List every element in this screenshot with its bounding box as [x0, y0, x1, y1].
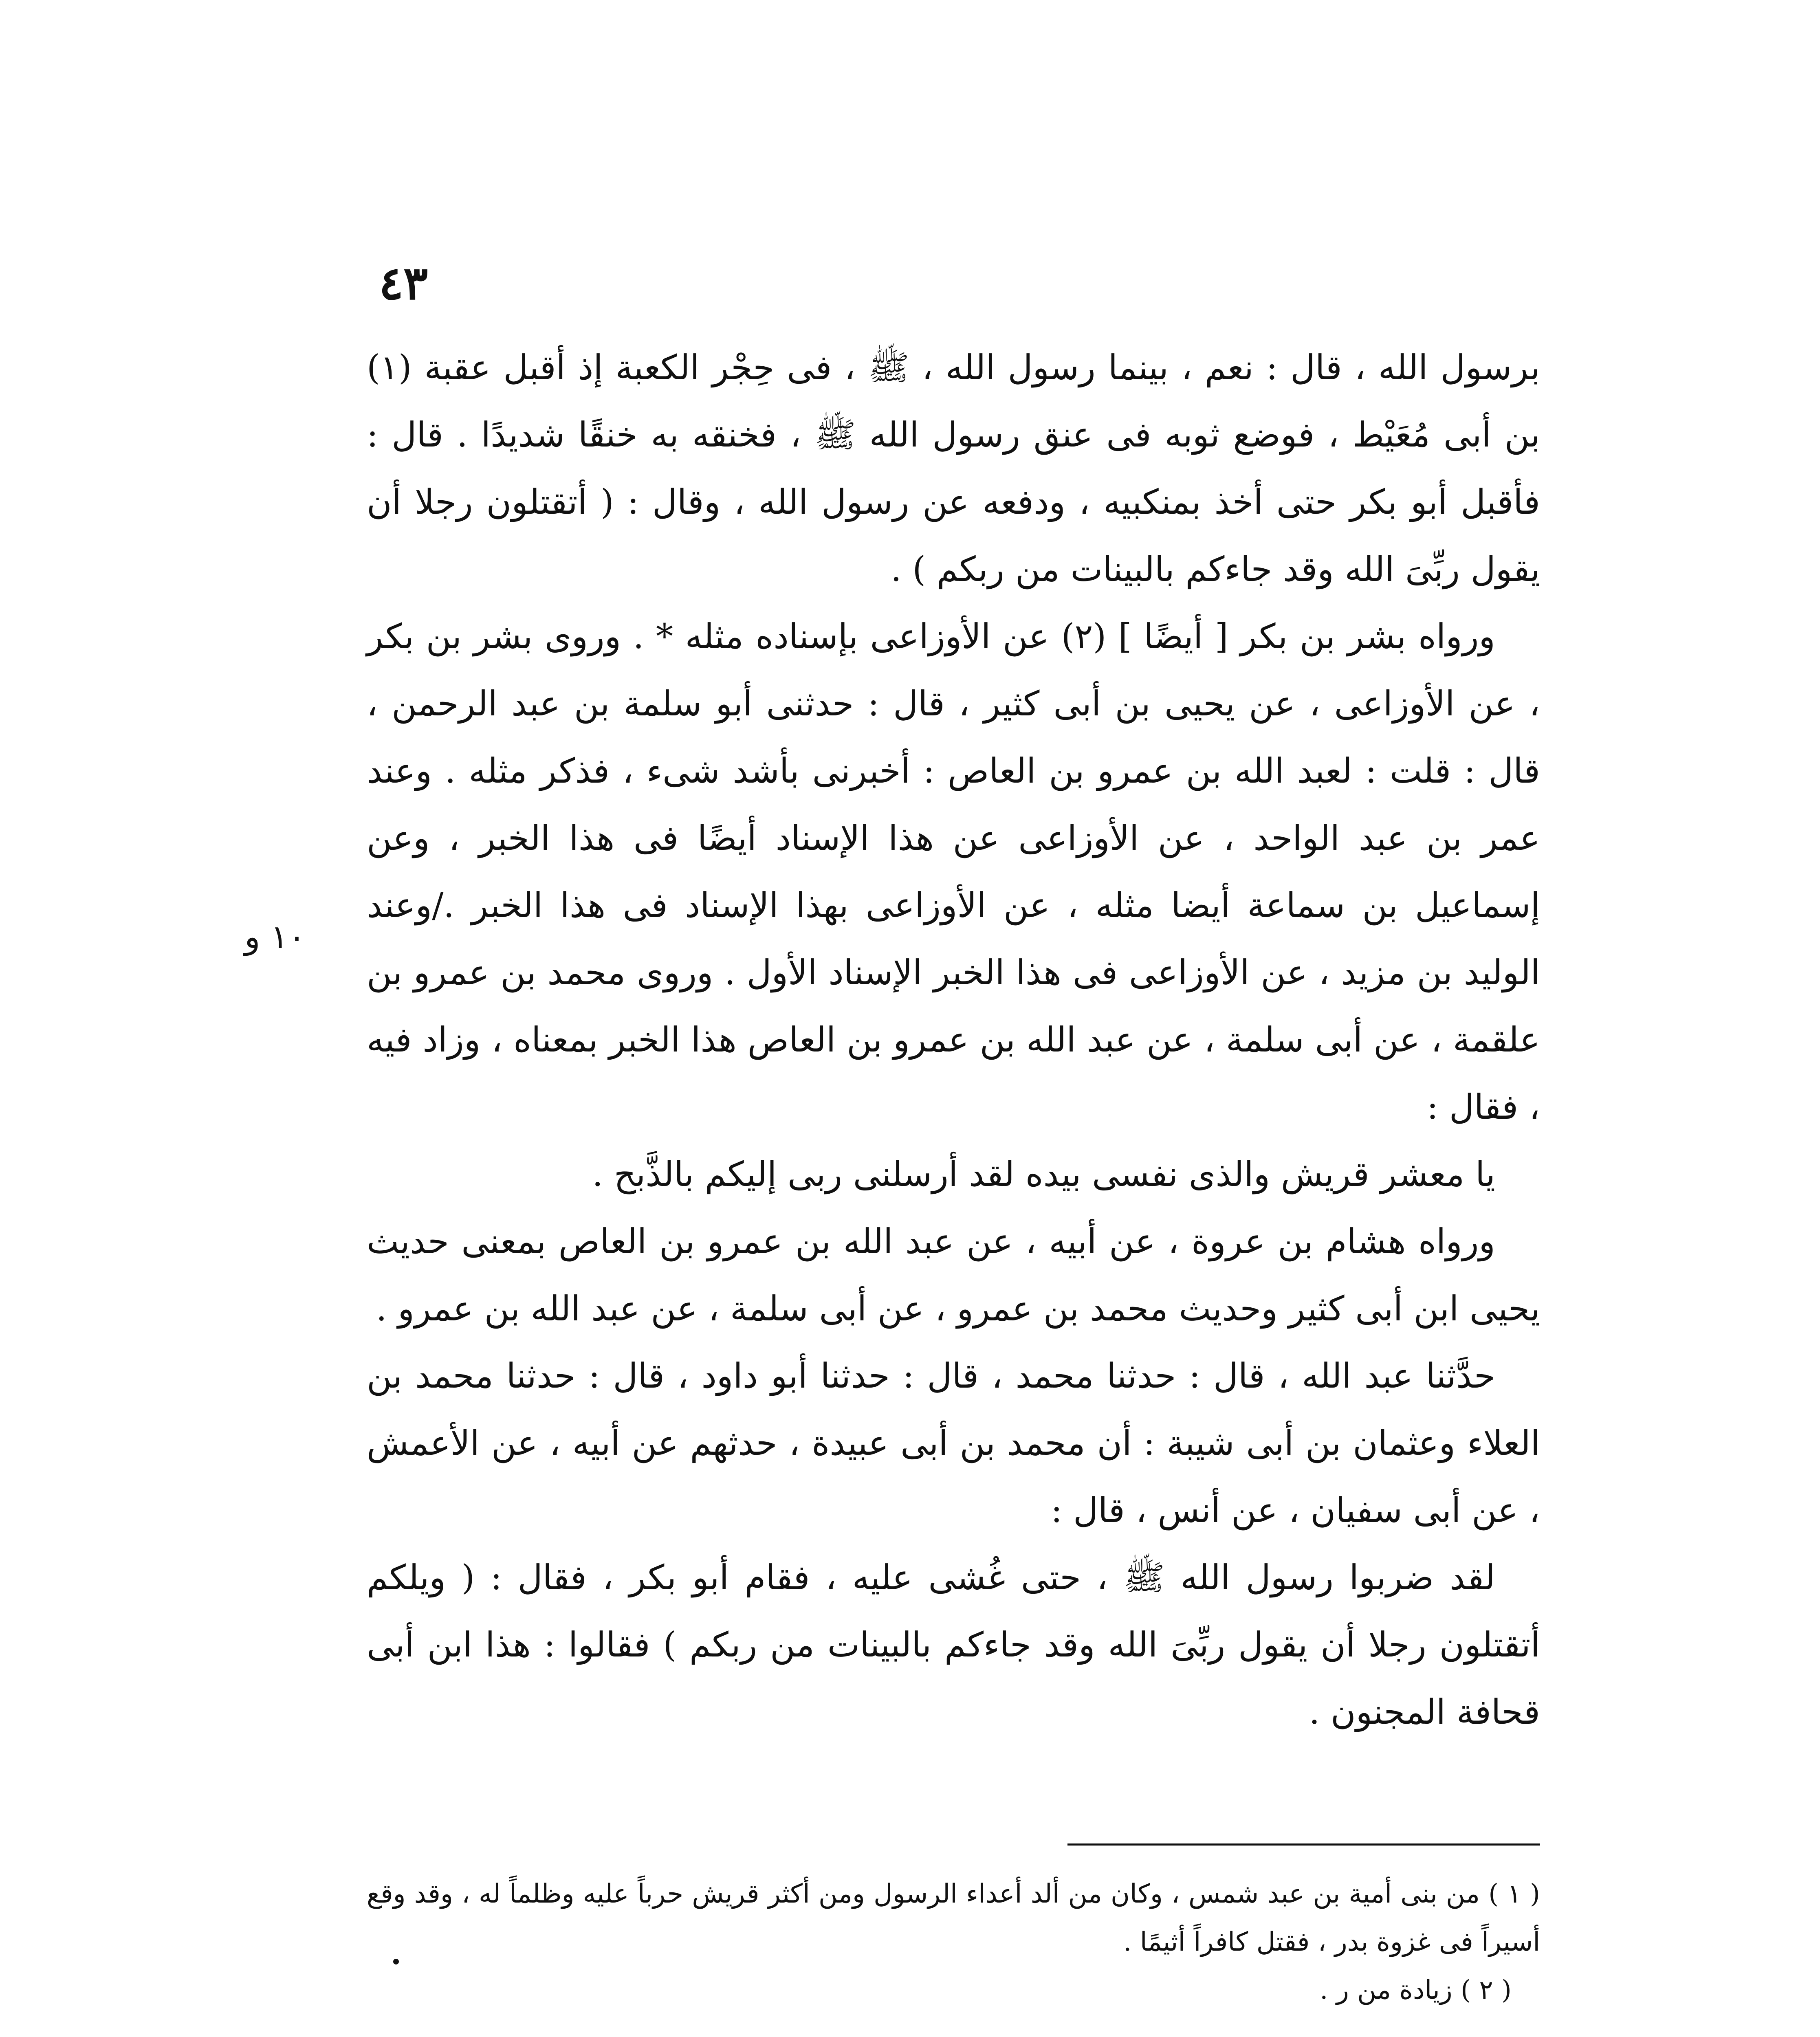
footnote-divider [1067, 1843, 1540, 1846]
footnote-2: ( ٢ ) زيادة من ر . [1320, 1975, 1512, 2005]
paragraph-3: يا معشر قريش والذى نفسى بيده لقد أرسلنى ربى إليكم بالذَّبح . [592, 1154, 1495, 1194]
margin-folio-note: ١٠ و [244, 918, 306, 956]
page-number: ٤٣ [379, 257, 428, 310]
paragraph-1: برسول الله ، قال : نعم ، بينما رسول الله ، ﷺ ، فى حِجْر الكعبة إذ أقبل عقبة (١) بن أبى مُعَيْط ، فوضع ثوبه فى عنق رسول الله ﷺ ، فخنقه به خنقًا شديدًا . قال : فأقبل أبو بكر حتى أخذ بمنكبيه ، ودفعه عن رسول الله ، وقال : ( أتقتلون رجلا أن يقول ربِّىَ الله وقد جاءكم بالبينات من ربكم ) . [367, 348, 1540, 589]
main-text [367, 334, 1540, 1746]
paragraph-4: ورواه هشام بن عروة ، عن أبيه ، عن عبد الله بن عمرو بن العاص بمعنى حديث يحيى ابن أبى كثير وحديث محمد بن عمرو ، عن أبى سلمة ، عن عبد الله بن عمرو . [367, 1221, 1540, 1329]
paragraph-5: حدَّثنا عبد الله ، قال : حدثنا محمد ، قال : حدثنا أبو داود ، قال : حدثنا محمد بن العلاء وعثمان بن أبى شيبة : أن محمد بن أبى عبيدة ، حدثهم عن أبيه ، عن الأعمش ، عن أبى سفيان ، عن أنس ، قال : [367, 1356, 1540, 1530]
paragraph-2: ورواه بشر بن بكر [ أيضًا ] (٢) عن الأوزاعى بإسناده مثله * . وروى بشر بن بكر ، عن الأوزاعى ، عن يحيى بن أبى كثير ، قال : حدثنى أبو سلمة بن عبد الرحمن ، قال : قلت : لعبد الله بن عمرو بن العاص : أخبرنى بأشد شىء ، فذكر مثله . وعند عمر بن عبد الواحد ، عن الأوزاعى عن هذا الإسناد أيضًا فى هذا الخبر ، وعن إسماعيل بن سماعة أيضا مثله ، عن الأوزاعى بهذا الإسناد فى هذا الخبر ./وعند الوليد بن مزيد ، عن الأوزاعى فى هذا الخبر الإسناد الأول . وروى محمد بن عمرو بن علقمة ، عن أبى سلمة ، عن عبد الله بن عمرو بن العاص هذا الخبر بمعناه ، وزاد فيه ، فقال : [367, 616, 1540, 1127]
footnotes [367, 1870, 1540, 2037]
paragraph-6: لقد ضربوا رسول الله ﷺ ، حتى غُشى عليه ، فقام أبو بكر ، فقال : ( ويلكم أتقتلون رجلا أن يقول ربِّىَ الله وقد جاءكم بالبينات من ربكم ) فقالوا : هذا ابن أبى قحافة المجنون . [367, 1557, 1540, 1732]
footnote-1: ( ١ ) من بنى أمية بن عبد شمس ، وكان من ألد أعداء الرسول ومن أكثر قريش حرباً عليه وظلماً له ، وقد وقع أسيراً فى غزوة بدر ، فقتل كافراً أثيمًا . [367, 1879, 1541, 1957]
stray-mark [393, 1959, 399, 1964]
footnote-star [367, 2031, 1540, 2037]
